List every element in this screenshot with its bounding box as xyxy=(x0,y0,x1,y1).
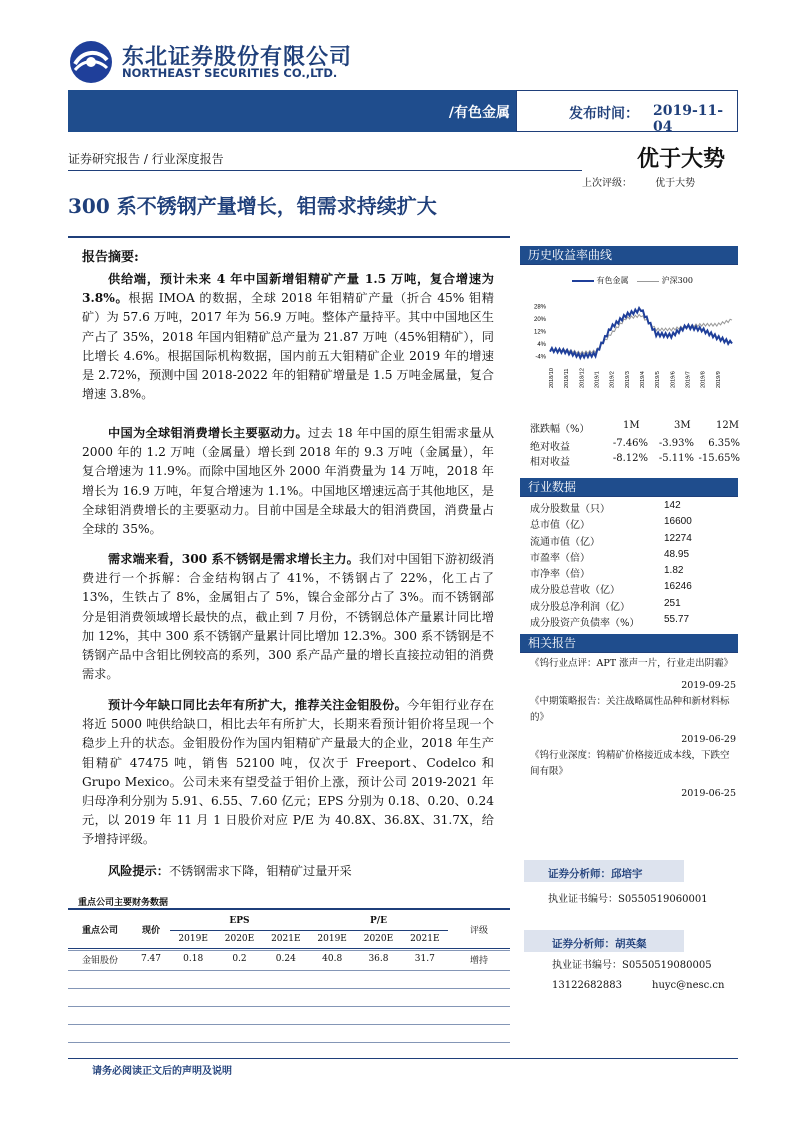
related-report-date: 2019-06-25 xyxy=(681,788,736,799)
row-value: 0.18 xyxy=(183,954,204,965)
table-row xyxy=(530,614,730,630)
row-value: 40.8 xyxy=(322,954,343,965)
sector-label: /有色金属 xyxy=(448,105,510,121)
company-name-cn: 东北证券股份有限公司 xyxy=(122,45,353,70)
publish-date: 2019-11-04 xyxy=(653,103,724,135)
year-col: 2019E xyxy=(178,934,208,944)
related-report-date: 2019-06-29 xyxy=(681,734,736,745)
para-2-text: 过去 18 年中国的原生钼需求量从 2000 年的 1.2 万吨（金属量）增长到 2018 年的 9.3 万吨（金属量），年复合增速为 11.9%。而除中国地区外 2000 年消费量为 14 万吨，2018 年增长为 16.9 万吨，年复合增速为 1.1%。中国地区增速远高于其他地区，是全球钼消费增长的主要驱动力。目前中国是全球最大的钼消费国，消费量占全球的 35%。 xyxy=(82,426,495,537)
report-type: 证券研究报告 / 行业深度报告 xyxy=(68,152,224,166)
publish-box xyxy=(516,90,738,135)
x-tick-label: 2019/3 xyxy=(624,371,631,388)
h-eps: EPS xyxy=(170,912,309,930)
row-value: 36.8 xyxy=(368,954,389,965)
h-price: 现价 xyxy=(141,926,160,937)
y-tick-label: -4% xyxy=(535,354,546,361)
perf-cell: -3.93% xyxy=(658,438,694,449)
analyst-2 xyxy=(552,936,647,951)
perf-cell: -8.12% xyxy=(612,453,648,464)
year-col: 2019E xyxy=(317,934,347,944)
industry-label: 成分股总营收（亿） xyxy=(530,585,620,597)
perf-header xyxy=(530,420,740,438)
table-rule xyxy=(68,988,510,989)
legend-label-1: 有色金属 xyxy=(596,276,629,285)
perf-cell: -7.46% xyxy=(612,438,648,449)
para-4-bold: 预计今年缺口同比去年有所扩大，推荐关注金钼股份。 xyxy=(108,698,408,712)
industry-label: 市净率（倍） xyxy=(530,569,590,581)
para-1-bold: 供给端，预计未来 4 年中国新增钼精矿产量 1.5 万吨，复合增速为 3.8%。 xyxy=(82,272,494,306)
risk-notice xyxy=(82,862,494,881)
table-row xyxy=(530,500,730,516)
para-3-text: 我们对中国钼下游初级消费进行一个拆解：合金结构钢占了 41%，不锈钢占了 22%，化工占了 13%，生铁占了 8%，金属钼占了 5%，镍合金部分占了 3%。而不锈钢部分是钼消费领域增长最快的点，截止到 7 月份，不锈钢总体产量累计同比增加 12%，其中 300 系不锈钢产量累计同比增加 12.3%。300 系不锈钢是不锈钢产品中含钼比例较高的系列，300 系产品产量的增长直接拉动钼的消费需求。 xyxy=(82,552,495,682)
analyst-email[interactable]: huyc@nesc.cn xyxy=(652,980,725,991)
table-rule xyxy=(68,970,510,971)
divider xyxy=(520,652,738,653)
industry-value: 12274 xyxy=(664,532,692,544)
summary-heading: 报告摘要: xyxy=(82,250,139,265)
perf-h0: 涨跌幅（%） xyxy=(530,424,590,435)
perf-h2: 3M xyxy=(674,420,691,431)
divider xyxy=(520,264,738,265)
y-tick-label: 20% xyxy=(533,317,546,323)
legend-swatch-2 xyxy=(637,281,659,282)
analyst-label: 证券分析师： xyxy=(552,938,615,950)
industry-value: 251 xyxy=(664,597,681,609)
h-pe: P/E xyxy=(309,912,448,930)
risk-text: 不锈钢需求下降，钼精矿过量开采 xyxy=(168,864,352,878)
sector-banner xyxy=(68,90,520,132)
x-tick-label: 2018/10 xyxy=(549,368,555,388)
y-tick-label: 12% xyxy=(533,329,546,336)
row-value: 0.2 xyxy=(232,954,247,965)
x-tick-label: 2019/7 xyxy=(685,371,692,388)
risk-bold: 风险提示： xyxy=(108,864,169,878)
industry-label: 成分股总净利润（亿） xyxy=(530,601,630,613)
perf-cell: -5.11% xyxy=(658,453,694,464)
legend-label-2: 沪深300 xyxy=(661,276,693,285)
company-name-en: NORTHEAST SECURITIES CO.,LTD. xyxy=(122,66,338,80)
industry-label: 成分股资产负债率（%） xyxy=(530,618,640,630)
fin-table-top-rule xyxy=(68,908,510,910)
table-row xyxy=(530,581,730,597)
table-rule xyxy=(68,1006,510,1007)
series-line-sector xyxy=(550,308,732,358)
industry-value: 1.82 xyxy=(664,565,684,577)
table-rule xyxy=(68,1024,510,1025)
analyst-2-cert xyxy=(552,956,712,971)
perf-cell: -15.65% xyxy=(698,453,740,464)
industry-value: 142 xyxy=(664,500,681,511)
table-row xyxy=(530,516,730,532)
industry-label: 成分股数量（只） xyxy=(530,504,610,515)
y-tick-label: 4% xyxy=(537,342,546,348)
x-tick-label: 2019/2 xyxy=(609,371,616,388)
year-col: 2020E xyxy=(363,934,394,944)
summary-top-rule xyxy=(68,236,510,238)
x-tick-label: 2019/5 xyxy=(655,371,662,388)
performance-table xyxy=(530,420,740,468)
industry-value: 48.95 xyxy=(664,548,690,560)
footer-rule xyxy=(68,1058,738,1059)
analyst-2-contact xyxy=(552,980,724,991)
x-tick-label: 2018/11 xyxy=(564,368,571,388)
para-3-bold: 需求端来看，300 系不锈钢是需求增长主力。 xyxy=(108,552,359,566)
industry-value: 55.77 xyxy=(664,614,690,626)
company-logo xyxy=(69,40,113,84)
analyst-phone: 13122682883 xyxy=(552,980,622,991)
table-row xyxy=(530,565,730,581)
analyst-1 xyxy=(548,866,643,881)
cert-label: 执业证书编号： xyxy=(552,960,622,971)
table-row xyxy=(530,598,730,614)
table-row xyxy=(68,948,510,970)
prev-rating xyxy=(582,174,695,189)
industry-label: 流通市值（亿） xyxy=(530,536,600,548)
fin-table xyxy=(68,912,510,970)
perf-h1: 1M xyxy=(623,420,640,431)
series-line-hs300 xyxy=(550,315,732,355)
x-tick-label: 2019/4 xyxy=(640,371,646,388)
x-tick-label: 2019/1 xyxy=(594,371,601,388)
summary-para-4 xyxy=(82,696,494,850)
analyst-label: 证券分析师： xyxy=(548,868,611,880)
chart-section-title: 历史收益率曲线 xyxy=(520,246,738,264)
year-col: 2021E xyxy=(410,934,440,944)
analyst-name: 胡英粲 xyxy=(615,938,647,950)
related-report-date: 2019-09-25 xyxy=(681,680,736,691)
footer-notice: 请务必阅读正文后的声明及说明 xyxy=(92,1066,232,1077)
year-col: 2020E xyxy=(224,934,255,944)
table-row xyxy=(530,438,740,453)
perf-cell: 6.35% xyxy=(708,438,740,449)
analyst-name: 邱培宇 xyxy=(611,868,643,880)
para-2-bold: 中国为全球钼消费增长主要驱动力。 xyxy=(108,426,308,440)
publish-label: 发布时间： xyxy=(569,106,639,122)
returns-chart xyxy=(520,290,740,390)
table-row xyxy=(530,453,740,468)
summary-para-2 xyxy=(82,424,494,539)
related-report-link[interactable]: 《钨行业点评：APT 涨声一片，行业走出阴霾》 xyxy=(530,658,734,669)
perf-cell: 绝对收益 xyxy=(530,442,570,453)
divider xyxy=(520,496,738,497)
table-row xyxy=(530,549,730,565)
table-rule xyxy=(68,950,510,951)
para-1-text: 根据 IMOA 的数据，全球 2018 年钼精矿产量（折合 45% 钼精矿）为 57.6 万吨，2017 年为 56.9 万吨。整体产量持平。其中中国地区生产占了 35%，2018 年国内钼精矿总产量为 21.87 万吨（45%钼精矿），同比增长 4.6%。根据国际机构数据，国内前五大钼精矿企业 2019 年的增速是 2.72%，预测中国 2018-2022 年的钼精矿增量是 1.5 万吨金属量，复合增速 3.8%。 xyxy=(82,291,494,402)
h-rating: 评级 xyxy=(469,926,488,937)
industry-value: 16600 xyxy=(664,516,692,528)
h-company: 重点公司 xyxy=(81,926,118,937)
legend-swatch-1 xyxy=(572,280,594,282)
cert-number: S0550519080005 xyxy=(622,960,712,971)
summary-para-3 xyxy=(82,550,494,684)
x-tick-label: 2019/8 xyxy=(700,371,707,388)
row-price: 7.47 xyxy=(140,954,162,965)
chart-legend xyxy=(572,275,693,286)
perf-cell: 相对收益 xyxy=(530,457,570,468)
industry-label: 市盈率（倍） xyxy=(530,552,590,564)
report-title: 300 系不锈钢产量增长，钼需求持续扩大 xyxy=(68,194,437,218)
related-report-link[interactable]: 《中期策略报告：关注战略属性品种和新材料标的》 xyxy=(530,696,730,723)
header-band xyxy=(68,90,738,135)
divider xyxy=(68,170,582,171)
year-col: 2021E xyxy=(271,934,301,944)
fin-table-title: 重点公司主要财务数据 xyxy=(78,898,169,908)
para-4-text: 今年钼行业存在将近 5000 吨供给缺口，相比去年有所扩大，长期来看预计钼价将呈现一个稳步上升的状态。金钼股份作为国内钼精矿产量最大的企业，2018 年生产钼精矿 47475 吨，销售 52100 吨，仅次于 Freeport、Codelco 和 Grupo Mexico。公司未来有望受益于钼价上涨，预计公司 2019-2021 年归母净利分别为 5.91、6.55、7.60 亿元；EPS 分别为 0.18、0.20、0.24 元，以 2019 年 11 月 1 日股价对应 P/E 为 40.8X、36.8X、31.7X，给予增持评级。 xyxy=(82,698,495,847)
industry-section-title: 行业数据 xyxy=(520,478,738,496)
rating: 优于大势 xyxy=(637,146,726,172)
row-company: 金钼股份 xyxy=(81,955,118,966)
row-value: 0.24 xyxy=(275,954,296,965)
prev-rating-value: 优于大势 xyxy=(655,178,696,189)
related-report-link[interactable]: 《钨行业深度：钨精矿价格接近成本线，下跌空间有限》 xyxy=(530,750,730,777)
row-value: 31.7 xyxy=(414,954,435,965)
summary-para-1 xyxy=(82,270,494,404)
table-row xyxy=(530,533,730,549)
x-tick-label: 2018/12 xyxy=(579,368,586,388)
perf-h3: 12M xyxy=(716,420,739,431)
industry-list xyxy=(530,500,730,630)
x-tick-label: 2019/6 xyxy=(670,371,677,388)
cert-number: S0550519060001 xyxy=(618,894,708,905)
analyst-1-cert xyxy=(548,890,708,905)
industry-value: 16246 xyxy=(664,581,692,593)
related-section-title: 相关报告 xyxy=(520,634,738,652)
table-rule xyxy=(68,1042,510,1043)
industry-label: 总市值（亿） xyxy=(530,520,590,532)
x-tick-label: 2019/9 xyxy=(715,371,722,388)
prev-rating-label: 上次评级： xyxy=(582,178,632,189)
cert-label: 执业证书编号： xyxy=(548,894,618,905)
y-tick-label: 28% xyxy=(533,304,546,311)
related-list xyxy=(530,656,736,802)
row-rating: 增持 xyxy=(469,955,488,966)
